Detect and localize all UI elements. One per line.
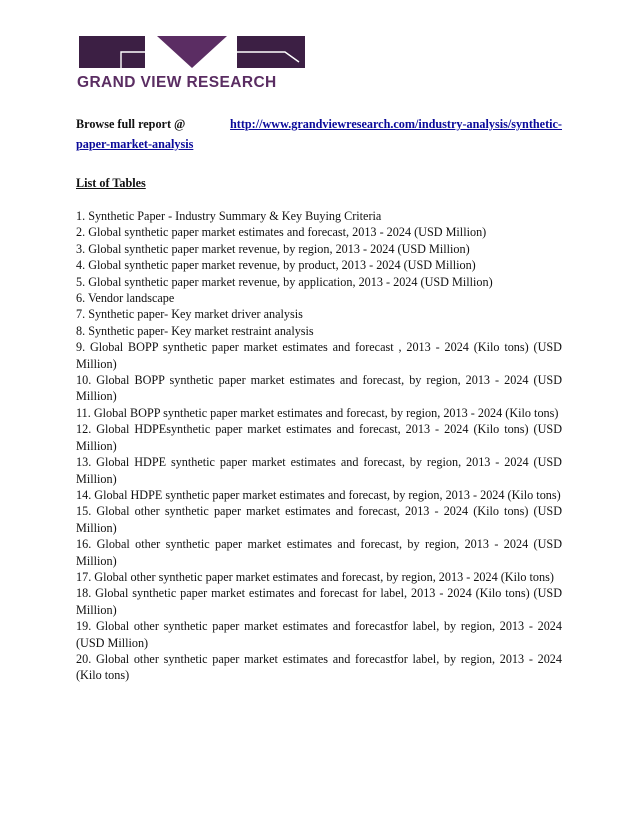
list-item: 8. Synthetic paper- Key market restraint analysis — [76, 323, 314, 338]
list-item: 13. Global HDPE synthetic paper market estimates and forecast, by region, 2013 - 2024 (USD Million) — [76, 455, 562, 486]
list-item: 6. Vendor landscape — [76, 291, 175, 306]
list-item: 5. Global synthetic paper market revenue, by application, 2013 - 2024 (USD Million) — [76, 274, 493, 289]
list-item: 16. Global other synthetic paper market estimates and forecast, by region, 2013 - 2024 (USD Million) — [76, 537, 562, 568]
list-item: 15. Global other synthetic paper market estimates and forecast, 2013 - 2024 (Kilo tons) (USD Million) — [76, 504, 562, 535]
list-item: 11. Global BOPP synthetic paper market estimates and forecast, by region, 2013 - 2024 (Kilo tons) — [76, 405, 559, 420]
list-item: 4. Global synthetic paper market revenue, by product, 2013 - 2024 (USD Million) — [76, 258, 476, 273]
logo-mark-icon — [77, 36, 307, 70]
report-link-line2[interactable]: paper-market-analysis — [76, 137, 194, 151]
list-item: 10. Global BOPP synthetic paper market estimates and forecast, by region, 2013 - 2024 (USD Million) — [76, 373, 562, 404]
list-item: 12. Global HDPEsynthetic paper market estimates and forecast, 2013 - 2024 (Kilo tons) (USD Million) — [76, 422, 562, 453]
list-item: 17. Global other synthetic paper market estimates and forecast, by region, 2013 - 2024 (Kilo tons) — [76, 569, 554, 584]
list-item: 1. Synthetic Paper - Industry Summary & Key Buying Criteria — [76, 209, 382, 223]
list-item: 9. Global BOPP synthetic paper market estimates and forecast , 2013 - 2024 (Kilo tons) (USD Million) — [76, 340, 562, 371]
list-item: 19. Global other synthetic paper market estimates and forecastfor label, by region, 2013 - 2024 (USD Million) — [76, 619, 562, 650]
list-item: 7. Synthetic paper- Key market driver analysis — [76, 307, 303, 322]
list-item: 3. Global synthetic paper market revenue, by region, 2013 - 2024 (USD Million) — [76, 241, 470, 256]
list-item: 18. Global synthetic paper market estimates and forecast for label, 2013 - 2024 (Kilo tons) (USD Million) — [76, 586, 562, 617]
report-link-line1[interactable]: http://www.grandviewresearch.com/industry-analysis/synthetic- — [230, 117, 562, 131]
brand-name: GRAND VIEW RESEARCH — [77, 74, 277, 91]
list-item: 20. Global other synthetic paper market estimates and forecastfor label, by region, 2013 - 2024 (Kilo tons) — [76, 651, 562, 683]
list-item: 14. Global HDPE synthetic paper market estimates and forecast, by region, 2013 - 2024 (Kilo tons) — [76, 487, 561, 502]
list-of-tables-heading: List of Tables — [76, 176, 146, 190]
grand-view-research-logo — [77, 36, 307, 92]
browse-label: Browse full report @ — [76, 117, 186, 131]
list-item: 2. Global synthetic paper market estimates and forecast, 2013 - 2024 (USD Million) — [76, 225, 487, 240]
tables-list — [76, 208, 562, 684]
browse-full-report — [76, 114, 562, 154]
